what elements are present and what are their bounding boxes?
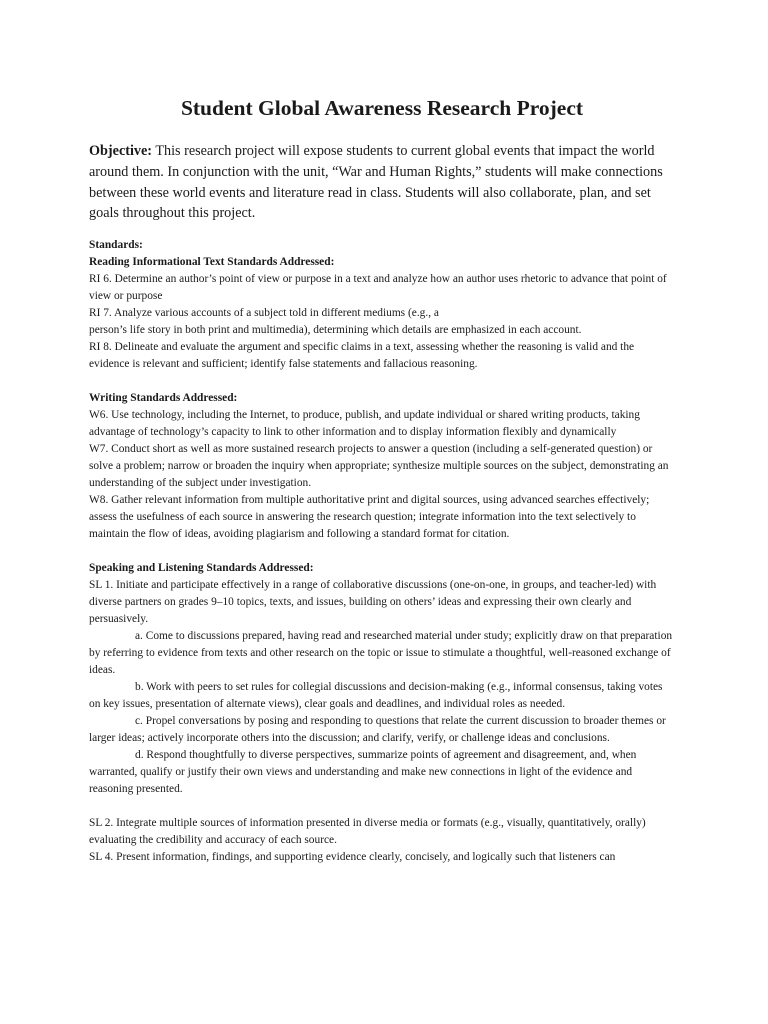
standard-w8: W8. Gather relevant information from multiple authoritative print and digital sources, using advanced searches effectively; assess the usefulness of each source in answering the research question; integrate information into the text selectively to maintain the flow of ideas, avoiding plagiarism and following a standard format for citation. xyxy=(89,494,650,541)
writing-standards-heading: Writing Standards Addressed: xyxy=(89,392,238,405)
objective-text: This research project will expose students to current global events that impact the world around them. In conjunction with the unit, “War and Human Rights,” students will make connections between these world events and literature read in class. Students will also collaborate, plan, and set goals throughout this project. xyxy=(89,143,663,222)
objective-paragraph xyxy=(89,141,675,224)
standard-ri6: RI 6. Determine an author’s point of view or purpose in a text and analyze how an author uses rhetoric to advance that point of view or purpose xyxy=(89,273,667,303)
standard-ri7-line1: RI 7. Analyze various accounts of a subject told in different mediums (e.g., a xyxy=(89,307,439,320)
standard-sl1d: d. Respond thoughtfully to diverse perspectives, summarize points of agreement and disagreement, and, when warranted, qualify or justify their own views and understanding and make new connections in light of the evidence and reasoning presented. xyxy=(89,749,637,796)
standard-sl4: SL 4. Present information, findings, and supporting evidence clearly, concisely, and logically such that listeners can xyxy=(89,851,616,864)
standards-heading: Standards: xyxy=(89,239,143,252)
reading-standards-heading: Reading Informational Text Standards Addressed: xyxy=(89,256,335,269)
document-title: Student Global Awareness Research Project xyxy=(180,96,584,120)
standard-ri8: RI 8. Delineate and evaluate the argument and specific claims in a text, assessing whether the reasoning is valid and the evidence is relevant and sufficient; identify false statements and fallacious reasoning. xyxy=(89,341,635,371)
standard-ri7-line2: person’s life story in both print and multimedia), determining which details are emphasized in each account. xyxy=(89,324,582,337)
standard-sl1c: c. Propel conversations by posing and responding to questions that relate the current discussion to broader themes or larger ideas; actively incorporate others into the discussion; and clarify, verify, or challenge ideas and conclusions. xyxy=(89,715,666,745)
standard-w6: W6. Use technology, including the Internet, to produce, publish, and update individual or shared writing products, taking advantage of technology’s capacity to link to other information and to display information flexibly and dynamically xyxy=(89,409,640,439)
speaking-standards-heading: Speaking and Listening Standards Addressed: xyxy=(89,562,314,575)
standard-w7: W7. Conduct short as well as more sustained research projects to answer a question (including a self-generated question) or solve a problem; narrow or broaden the inquiry when appropriate; synthesize multiple sources on the subject, demonstrating an understanding of the subject under investigation. xyxy=(89,443,669,490)
objective-label: Objective: xyxy=(89,143,153,159)
standard-sl1a: a. Come to discussions prepared, having read and researched material under study; explicitly draw on that preparation by referring to evidence from texts and other research on the topic or issue to stimulate a thoughtful, well-reasoned exchange of ideas. xyxy=(89,630,673,677)
standards-section xyxy=(89,237,675,866)
standard-sl2: SL 2. Integrate multiple sources of information presented in diverse media or formats (e.g., visually, quantitatively, orally) evaluating the credibility and accuracy of each source. xyxy=(89,817,646,847)
standard-sl1b: b. Work with peers to set rules for collegial discussions and decision-making (e.g., informal consensus, taking votes on key issues, presentation of alternate views), clear goals and deadlines, and individual roles as needed. xyxy=(89,681,663,711)
standard-sl1: SL 1. Initiate and participate effectively in a range of collaborative discussions (one-on-one, in groups, and teacher-led) with diverse partners on grades 9–10 topics, texts, and issues, building on others’ ideas and expressing their own clearly and persuasively. xyxy=(89,579,657,626)
